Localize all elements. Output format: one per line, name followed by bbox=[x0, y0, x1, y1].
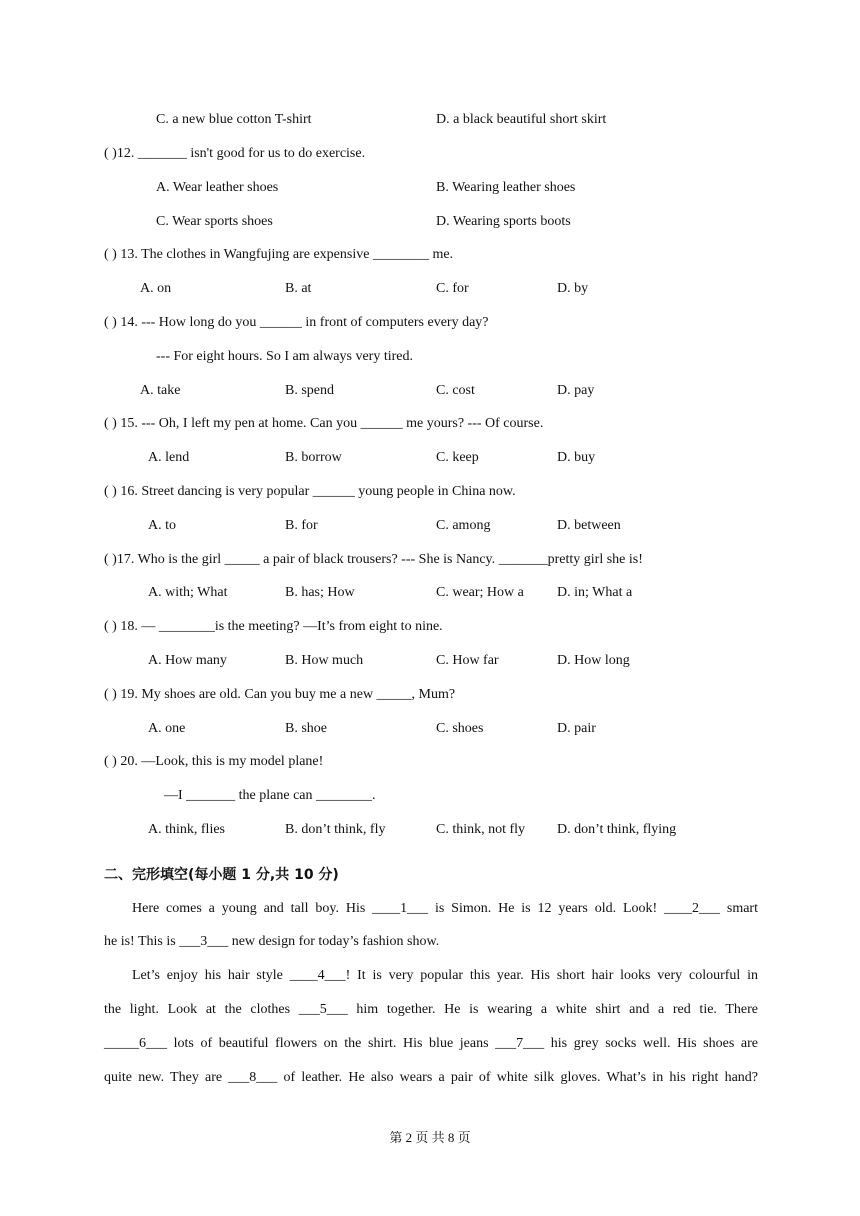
q20-option-c: C. think, not fly bbox=[436, 822, 526, 837]
q19-option-b: B. shoe bbox=[285, 721, 327, 736]
cloze-line-4: the light. Look at the clothes ___5___ him together. He is wearing a white shirt and a red tie. There bbox=[104, 1002, 758, 1017]
q14-option-d: D. pay bbox=[557, 383, 595, 398]
cloze-line-2: he is! This is ___3___ new design for today’s fashion show. bbox=[104, 934, 440, 949]
q11-option-c: C. a new blue cotton T-shirt bbox=[156, 112, 312, 127]
question-20-stem: ( ) 20. —Look, this is my model plane! bbox=[104, 754, 324, 769]
question-18-stem: ( ) 18. — ________is the meeting? —It’s from eight to nine. bbox=[104, 619, 443, 634]
question-17-stem: ( )17. Who is the girl _____ a pair of black trousers? --- She is Nancy. _______pretty girl she is! bbox=[104, 552, 643, 567]
section-2-heading: 二、完形填空(每小题 1 分,共 10 分) bbox=[104, 867, 339, 883]
q20-option-b: B. don’t think, fly bbox=[285, 822, 386, 837]
q13-option-c: C. for bbox=[436, 281, 469, 296]
q20-option-a: A. think, flies bbox=[148, 822, 225, 837]
q17-option-b: B. has; How bbox=[285, 585, 355, 600]
q16-option-b: B. for bbox=[285, 518, 318, 533]
q16-option-a: A. to bbox=[148, 518, 176, 533]
q19-option-d: D. pair bbox=[557, 721, 596, 736]
q14-option-a: A. take bbox=[140, 383, 181, 398]
question-14-stem: ( ) 14. --- How long do you ______ in front of computers every day? bbox=[104, 315, 489, 330]
question-19-stem: ( ) 19. My shoes are old. Can you buy me a new _____, Mum? bbox=[104, 687, 456, 702]
q13-option-b: B. at bbox=[285, 281, 312, 296]
q18-option-a: A. How many bbox=[148, 653, 227, 668]
cloze-line-6: quite new. They are ___8___ of leather. He also wears a pair of white silk gloves. What’s in his right hand? bbox=[104, 1070, 758, 1085]
question-12-stem: ( )12. _______ isn't good for us to do exercise. bbox=[104, 146, 366, 161]
q14-option-b: B. spend bbox=[285, 383, 334, 398]
q17-option-c: C. wear; How a bbox=[436, 585, 524, 600]
q18-option-b: B. How much bbox=[285, 653, 364, 668]
q19-option-a: A. one bbox=[148, 721, 186, 736]
q15-option-c: C. keep bbox=[436, 450, 479, 465]
q17-option-a: A. with; What bbox=[148, 585, 228, 600]
page-footer: 第 2 页 共 8 页 bbox=[389, 1130, 471, 1145]
q15-option-d: D. buy bbox=[557, 450, 596, 465]
question-20-reply: —I _______ the plane can ________. bbox=[164, 788, 376, 803]
q13-option-a: A. on bbox=[140, 281, 172, 296]
q15-option-b: B. borrow bbox=[285, 450, 342, 465]
q12-option-c: C. Wear sports shoes bbox=[156, 214, 273, 229]
q17-option-d: D. in; What a bbox=[557, 585, 633, 600]
question-16-stem: ( ) 16. Street dancing is very popular ______ young people in China now. bbox=[104, 484, 516, 499]
cloze-line-1: Here comes a young and tall boy. His ____1___ is Simon. He is 12 years old. Look! ____2___ smart bbox=[132, 901, 758, 916]
cloze-line-5: _____6___ lots of beautiful flowers on the shirt. His blue jeans ___7___ his grey socks well. His shoes are bbox=[104, 1036, 758, 1051]
cloze-line-3: Let’s enjoy his hair style ____4___! It is very popular this year. His short hair looks very colourful in bbox=[132, 968, 758, 983]
q13-option-d: D. by bbox=[557, 281, 589, 296]
q18-option-c: C. How far bbox=[436, 653, 499, 668]
q16-option-d: D. between bbox=[557, 518, 621, 533]
q12-option-b: B. Wearing leather shoes bbox=[436, 180, 576, 195]
question-13-stem: ( ) 13. The clothes in Wangfujing are expensive ________ me. bbox=[104, 247, 454, 262]
q14-option-c: C. cost bbox=[436, 383, 475, 398]
question-14-reply: --- For eight hours. So I am always very tired. bbox=[156, 349, 413, 364]
q11-option-d: D. a black beautiful short skirt bbox=[436, 112, 607, 127]
q12-option-a: A. Wear leather shoes bbox=[156, 180, 279, 195]
question-15-stem: ( ) 15. --- Oh, I left my pen at home. Can you ______ me yours? --- Of course. bbox=[104, 416, 544, 431]
q15-option-a: A. lend bbox=[148, 450, 190, 465]
q19-option-c: C. shoes bbox=[436, 721, 484, 736]
q20-option-d: D. don’t think, flying bbox=[557, 822, 677, 837]
q16-option-c: C. among bbox=[436, 518, 491, 533]
q18-option-d: D. How long bbox=[557, 653, 630, 668]
q12-option-d: D. Wearing sports boots bbox=[436, 214, 571, 229]
